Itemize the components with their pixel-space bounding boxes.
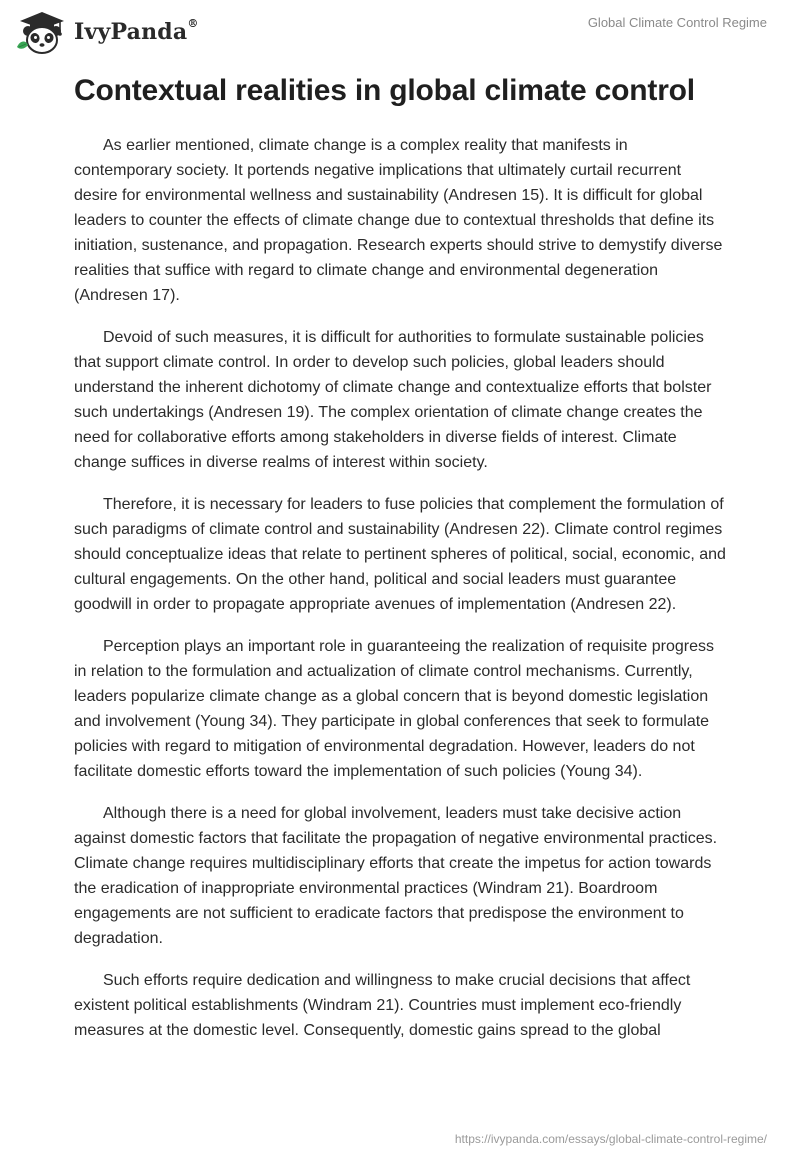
brand-name-text: IvyPanda — [74, 19, 188, 45]
paragraph: Devoid of such measures, it is difficult for authorities to formulate sustainable policies that support climate control. In order to develop such policies, global leaders should understand the inherent dichotomy of climate change and contextualize efforts that bolster such undertakings (Andresen 19). The complex orientation of climate change creates the need for collaborative efforts among stakeholders in diverse fields of interest. Climate change suffices in diverse realms of interest within society. — [74, 329, 712, 471]
page-header — [0, 0, 800, 60]
ivypanda-logo[interactable] — [14, 9, 199, 55]
paragraph: Such efforts require dedication and willingness to make crucial decisions that affect existent political establishments (Windram 21). Countries must implement eco-friendly measures at the domestic level. Consequently, domestic gains spread to the global — [74, 972, 691, 1039]
page-title: Contextual realities in global climate control — [74, 74, 695, 107]
header-document-title: Global Climate Control Regime — [587, 15, 767, 30]
footer-url-link[interactable]: https://ivypanda.com/essays/global-climate-control-regime/ — [454, 1132, 767, 1146]
registered-mark: ® — [187, 16, 199, 30]
brand-name — [74, 16, 199, 45]
panda-graduate-icon — [14, 9, 70, 55]
paragraph: Perception plays an important role in guaranteeing the realization of requisite progress in relation to the formulation and actualization of climate control mechanisms. Currently, leaders popularize climate change as a global concern that is beyond domestic legislation and involvement (Young 34). They participate in global conferences that seek to formulate policies with regard to mitigation of environmental degradation. However, leaders do not facilitate domestic efforts toward the implementation of such policies (Young 34). — [74, 638, 715, 780]
paragraph: As earlier mentioned, climate change is a complex reality that manifests in contemporary society. It portends negative implications that ultimately curtail recurrent desire for environmental wellness and sustainability (Andresen 15). It is difficult for global leaders to counter the effects of climate change due to contextual thresholds that define its initiation, sustenance, and propagation. Research experts should strive to demystify diverse realities that suffice with regard to climate change and environmental degeneration (Andresen 17). — [74, 137, 723, 304]
paragraph: Therefore, it is necessary for leaders to fuse policies that complement the formulation of such paradigms of climate control and sustainability (Andresen 22). Climate control regimes should conceptualize ideas that relate to pertinent spheres of political, social, economic, and cultural engagements. On the other hand, political and social leaders must guarantee goodwill in order to propagate appropriate avenues of implementation (Andresen 22). — [74, 496, 726, 613]
article-body — [74, 133, 726, 1060]
paragraph: Although there is a need for global involvement, leaders must take decisive action against domestic factors that facilitate the propagation of negative environmental practices. Climate change requires multidisciplinary efforts that create the impetus for action towards the eradication of inappropriate environmental practices (Windram 21). Boardroom engagements are not sufficient to eradicate factors that predispose the environment to degradation. — [74, 805, 718, 947]
